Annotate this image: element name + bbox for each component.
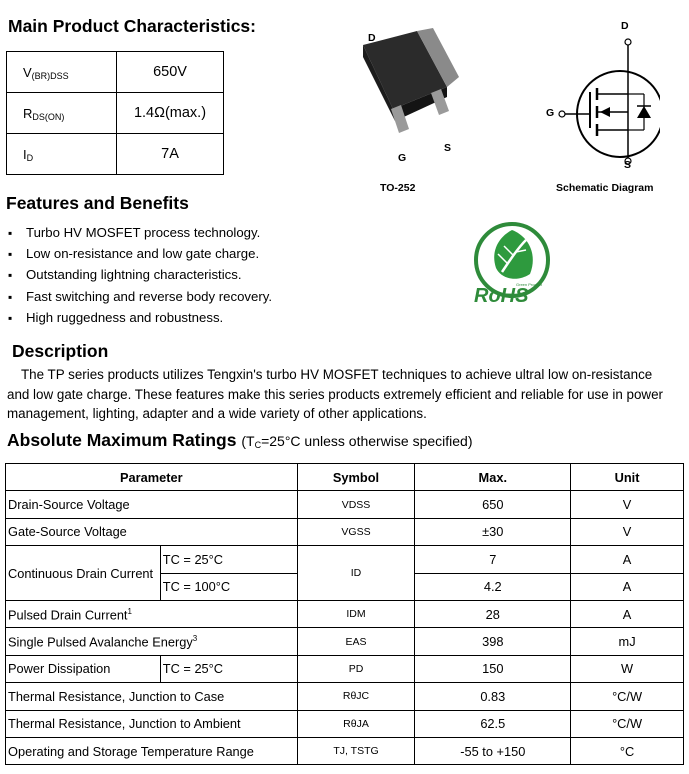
table-row: [6, 737, 684, 764]
header-parameter: Parameter: [6, 464, 298, 491]
characteristic-row: [7, 93, 224, 134]
characteristic-value: 650V: [117, 52, 224, 93]
characteristic-symbol: $I_D$: [7, 134, 117, 175]
amr-note: ($T_C=25^\circ C$ unless otherwise specified): [241, 433, 473, 450]
header-max: Max.: [415, 464, 571, 491]
package-caption: TO-252: [380, 182, 416, 194]
symbol-cell: PD: [297, 655, 415, 682]
characteristics-table: [6, 51, 224, 175]
feature-item: ▪ Fast switching and reverse body recovery.: [8, 286, 272, 307]
table-row: [6, 655, 684, 682]
condition-cell: TC = 100°C: [160, 573, 297, 600]
param-cell: Pulsed Drain Current$^1$: [6, 600, 298, 627]
rohs-text: RoHS: [474, 285, 529, 307]
table-header-row: [6, 464, 684, 491]
feature-item: ▪ Turbo HV MOSFET process technology.: [8, 222, 272, 243]
max-cell: 28: [415, 600, 571, 627]
unit-cell: A: [571, 573, 684, 600]
table-row: [6, 710, 684, 737]
max-cell: 398: [415, 628, 571, 655]
bullet-icon: ▪: [8, 289, 13, 304]
symbol-cell: VGSS: [297, 518, 415, 545]
features-title: Features and Benefits: [6, 193, 189, 213]
amr-title: Absolute Maximum Ratings ($T_C=25^\circ C$ unless otherwise specified): [7, 430, 473, 450]
unit-cell: V: [571, 491, 684, 518]
bullet-icon: ▪: [8, 268, 13, 283]
header-unit: Unit: [571, 464, 684, 491]
package-pin-s-label: S: [444, 142, 452, 154]
max-cell: 650: [415, 491, 571, 518]
max-cell: ±30: [415, 518, 571, 545]
symbol-cell: RθJA: [297, 710, 415, 737]
symbol-cell: ID: [297, 546, 415, 601]
characteristic-row: [7, 134, 224, 175]
max-cell: 62.5: [415, 710, 571, 737]
param-cell: Thermal Resistance, Junction to Ambient: [6, 710, 298, 737]
bullet-icon: ▪: [8, 247, 13, 262]
unit-cell: °C/W: [571, 710, 684, 737]
symbol-cell: EAS: [297, 628, 415, 655]
param-cell: Single Pulsed Avalanche Energy$^3$: [6, 628, 298, 655]
symbol-cell: RθJC: [297, 683, 415, 710]
header-symbol: Symbol: [297, 464, 415, 491]
max-cell: -55 to +150: [415, 737, 571, 764]
unit-cell: A: [571, 546, 684, 573]
feature-list: [8, 222, 272, 328]
package-pin-d-label: D: [368, 32, 376, 44]
schematic-pin-s-label: S: [624, 159, 632, 171]
table-row: [6, 628, 684, 655]
param-cell: Gate-Source Voltage: [6, 518, 298, 545]
rohs-logo: [468, 220, 558, 310]
max-cell: 7: [415, 546, 571, 573]
absolute-maximum-ratings-table: [5, 463, 684, 765]
unit-cell: mJ: [571, 628, 684, 655]
main-characteristics-title: Main Product Characteristics:: [8, 16, 256, 36]
param-cell: Operating and Storage Temperature Range: [6, 737, 298, 764]
table-row: [6, 491, 684, 518]
param-cell: Power Dissipation: [6, 655, 161, 682]
unit-cell: °C/W: [571, 683, 684, 710]
characteristic-row: [7, 52, 224, 93]
characteristic-value: 1.4Ω(max.): [117, 93, 224, 134]
feature-item: ▪ High ruggedness and robustness.: [8, 307, 272, 328]
to252-package-image: [335, 25, 465, 170]
table-row: [6, 600, 684, 627]
schematic-pin-g-label: G: [546, 107, 555, 119]
description-text: The TP series products utilizes Tengxin's turbo HV MOSFET techniques to achieve ultral low on-resistance and low gate charge. These features make this series products extremely efficient and reliable for use in power management, lighting, adapter and a wide variety of other applications.: [7, 367, 663, 421]
symbol-cell: IDM: [297, 600, 415, 627]
param-cell: Thermal Resistance, Junction to Case: [6, 683, 298, 710]
characteristic-symbol: $R_{DS(ON)}$: [7, 93, 117, 134]
symbol-cell: TJ, TSTG: [297, 737, 415, 764]
feature-item: ▪ Low on-resistance and low gate charge.: [8, 243, 272, 264]
feature-item: ▪ Outstanding lightning characteristics.: [8, 264, 272, 285]
schematic-caption: Schematic Diagram: [556, 182, 654, 194]
table-row: [6, 518, 684, 545]
condition-cell: TC = 25°C: [160, 546, 297, 573]
table-row: [6, 683, 684, 710]
description-title: Description: [12, 341, 109, 361]
rohs-small-text: Green Product: [516, 282, 543, 287]
package-pin-g-label: G: [398, 152, 407, 164]
unit-cell: °C: [571, 737, 684, 764]
param-cell: Drain-Source Voltage: [6, 491, 298, 518]
mosfet-schematic-diagram: [540, 18, 660, 173]
unit-cell: A: [571, 600, 684, 627]
max-cell: 150: [415, 655, 571, 682]
symbol-cell: VDSS: [297, 491, 415, 518]
table-row: [6, 546, 684, 573]
unit-cell: W: [571, 655, 684, 682]
characteristic-symbol: $V_{(BR)DSS}$: [7, 52, 117, 93]
max-cell: 4.2: [415, 573, 571, 600]
schematic-pin-d-label: D: [621, 20, 629, 32]
unit-cell: V: [571, 518, 684, 545]
bullet-icon: ▪: [8, 310, 13, 325]
param-cell: Continuous Drain Current: [6, 546, 161, 601]
bullet-icon: ▪: [8, 226, 13, 240]
max-cell: 0.83: [415, 683, 571, 710]
characteristic-value: 7A: [117, 134, 224, 175]
condition-cell: TC = 25°C: [160, 655, 297, 682]
